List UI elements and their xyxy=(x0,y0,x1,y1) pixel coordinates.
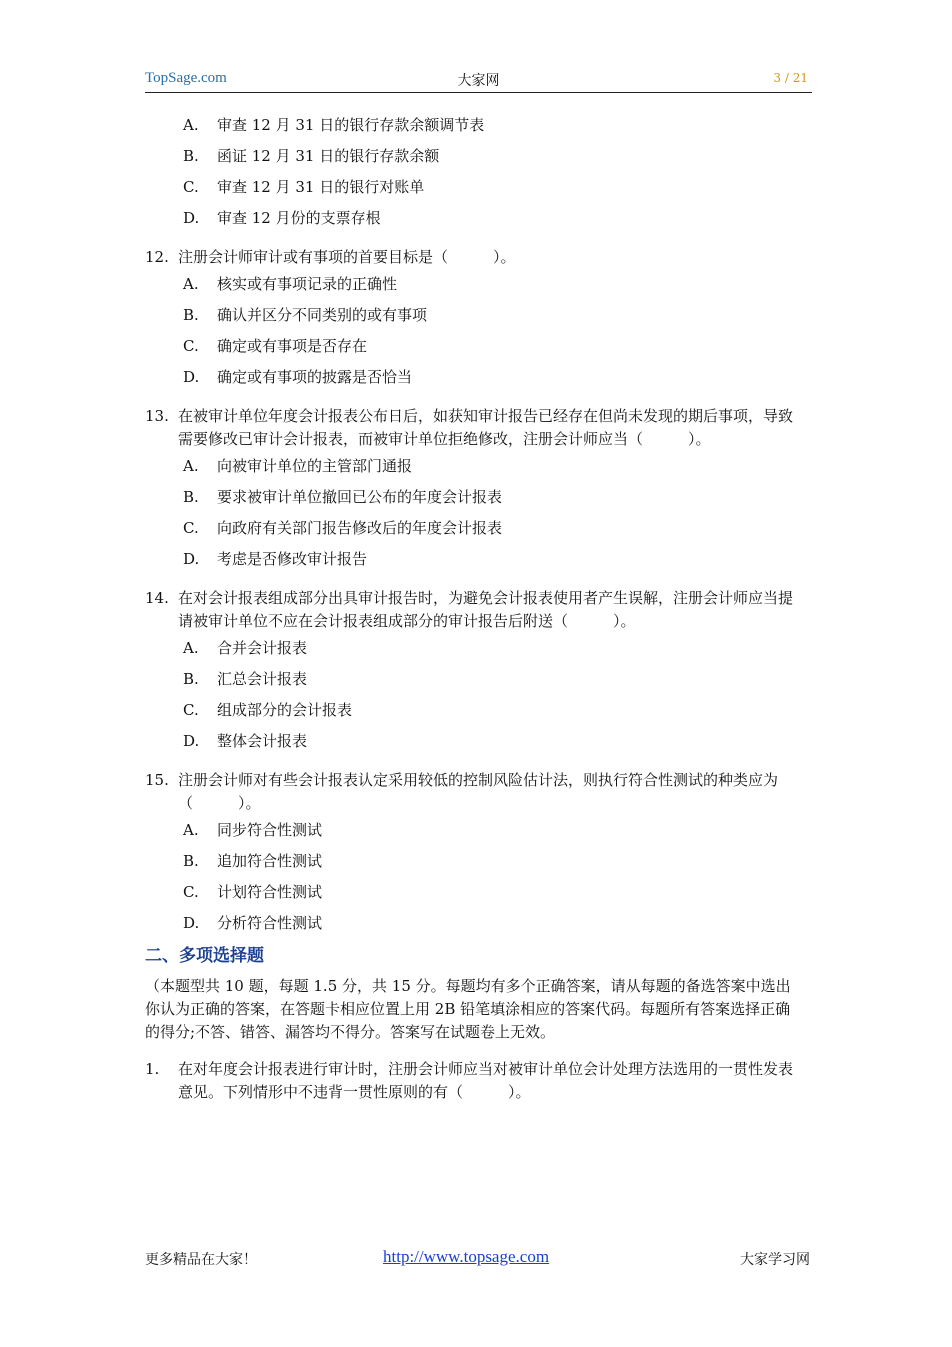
option-item xyxy=(145,269,805,300)
question-text xyxy=(145,246,805,269)
option-item xyxy=(145,172,805,203)
option-text: 考虑是否修改审计报告 xyxy=(217,550,368,568)
question-number: 12. xyxy=(145,248,169,266)
option-item xyxy=(145,908,805,939)
option-item xyxy=(145,513,805,544)
option-text: 组成部分的会计报表 xyxy=(217,701,353,719)
section-title: 二、多项选择题 xyxy=(145,946,264,966)
option-text: 同步符合性测试 xyxy=(217,821,323,839)
page-content xyxy=(145,110,805,1116)
option-label: D. xyxy=(183,914,200,932)
option-item xyxy=(145,451,805,482)
option-label: B. xyxy=(183,488,199,506)
option-label: C. xyxy=(183,883,199,901)
option-label: A. xyxy=(183,275,199,293)
option-label: A. xyxy=(183,116,199,134)
option-item xyxy=(145,726,805,757)
option-text: 要求被审计单位撤回已公布的年度会计报表 xyxy=(217,488,503,506)
page-header xyxy=(145,66,812,93)
header-site-name: TopSage.com xyxy=(145,70,227,86)
option-label: B. xyxy=(183,306,199,324)
section-intro: （本题型共 10 题，每题 1.5 分，共 15 分。每题均有多个正确答案，请从每题的备选答案中选出你认为正确的答案，在答题卡相应位置上用 2B 铅笔填涂相应的答案代码。每题所有答案选择正确的得分;不答、错答、漏答均不得分。答案写在试题卷上无效。 xyxy=(145,977,791,1041)
question-number: 1. xyxy=(145,1060,160,1078)
option-item xyxy=(145,300,805,331)
footer-slogan: 更多精品在大家！ xyxy=(145,1252,257,1268)
question-13 xyxy=(145,405,805,575)
option-text: 汇总会计报表 xyxy=(217,670,308,688)
option-text: 整体会计报表 xyxy=(217,732,308,750)
page-number: 3 / 21 xyxy=(773,71,808,85)
option-item xyxy=(145,331,805,362)
option-text: 确认并区分不同类别的或有事项 xyxy=(217,306,428,324)
option-item xyxy=(145,141,805,172)
option-text: 分析符合性测试 xyxy=(217,914,323,932)
question-text xyxy=(145,1058,805,1104)
option-item xyxy=(145,633,805,664)
question-body: 注册会计师对有些会计报表认定采用较低的控制风险估计法，则执行符合性测试的种类应为（ ）。 xyxy=(178,771,779,812)
option-label: D. xyxy=(183,209,200,227)
option-label: A. xyxy=(183,821,199,839)
option-item xyxy=(145,846,805,877)
option-label: D. xyxy=(183,732,200,750)
option-item xyxy=(145,482,805,513)
option-text: 追加符合性测试 xyxy=(217,852,323,870)
option-text: 计划符合性测试 xyxy=(217,883,323,901)
question-12 xyxy=(145,246,805,393)
option-item xyxy=(145,815,805,846)
question-body: 在对会计报表组成部分出具审计报告时，为避免会计报表使用者产生误解，注册会计师应当提请被审计单位不应在会计报表组成部分的审计报告后附送（ ）。 xyxy=(178,589,794,630)
option-label: D. xyxy=(183,368,200,386)
option-text: 向被审计单位的主管部门通报 xyxy=(217,457,413,475)
header-center-title: 大家网 xyxy=(457,73,500,89)
question-15 xyxy=(145,769,805,939)
option-label: B. xyxy=(183,670,199,688)
option-item xyxy=(145,877,805,908)
question-body: 在对年度会计报表进行审计时，注册会计师应当对被审计单位会计处理方法选用的一贯性发表意见。下列情形中不违背一贯性原则的有（ ）。 xyxy=(178,1060,794,1101)
option-item xyxy=(145,544,805,575)
option-text: 核实或有事项记录的正确性 xyxy=(217,275,398,293)
question-14 xyxy=(145,587,805,757)
option-label: C. xyxy=(183,519,199,537)
option-item xyxy=(145,203,805,234)
option-label: C. xyxy=(183,178,199,196)
question-text xyxy=(145,769,805,815)
option-label: C. xyxy=(183,337,199,355)
option-item xyxy=(145,695,805,726)
option-text: 审查 12 月 31 日的银行对账单 xyxy=(217,178,425,196)
option-item xyxy=(145,664,805,695)
option-text: 函证 12 月 31 日的银行存款余额 xyxy=(217,147,440,165)
option-label: C. xyxy=(183,701,199,719)
option-label: B. xyxy=(183,147,199,165)
option-label: B. xyxy=(183,852,199,870)
question-body: 在被审计单位年度会计报表公布日后，如获知审计报告已经存在但尚未发现的期后事项，导致需要修改已审计会计报表，而被审计单位拒绝修改，注册会计师应当（ ）。 xyxy=(178,407,794,448)
footer-website-link[interactable]: http://www.topsage.com xyxy=(383,1247,550,1266)
option-text: 确定或有事项的披露是否恰当 xyxy=(217,368,413,386)
question-multi-1 xyxy=(145,1058,805,1104)
option-text: 审查 12 月 31 日的银行存款余额调节表 xyxy=(217,116,485,134)
option-label: A. xyxy=(183,457,199,475)
question-text xyxy=(145,405,805,451)
question-text xyxy=(145,587,805,633)
question-number: 13. xyxy=(145,407,169,425)
option-item xyxy=(145,362,805,393)
option-label: D. xyxy=(183,550,200,568)
option-text: 确定或有事项是否存在 xyxy=(217,337,368,355)
question-number: 14. xyxy=(145,589,169,607)
option-item xyxy=(145,110,805,141)
question-number: 15. xyxy=(145,771,169,789)
option-text: 向政府有关部门报告修改后的年度会计报表 xyxy=(217,519,503,537)
option-text: 审查 12 月份的支票存根 xyxy=(217,209,381,227)
option-text: 合并会计报表 xyxy=(217,639,308,657)
prev-question-options xyxy=(145,110,805,234)
footer-site-name: 大家学习网 xyxy=(740,1252,810,1268)
question-body: 注册会计师审计或有事项的首要目标是（ ）。 xyxy=(178,248,516,266)
option-label: A. xyxy=(183,639,199,657)
